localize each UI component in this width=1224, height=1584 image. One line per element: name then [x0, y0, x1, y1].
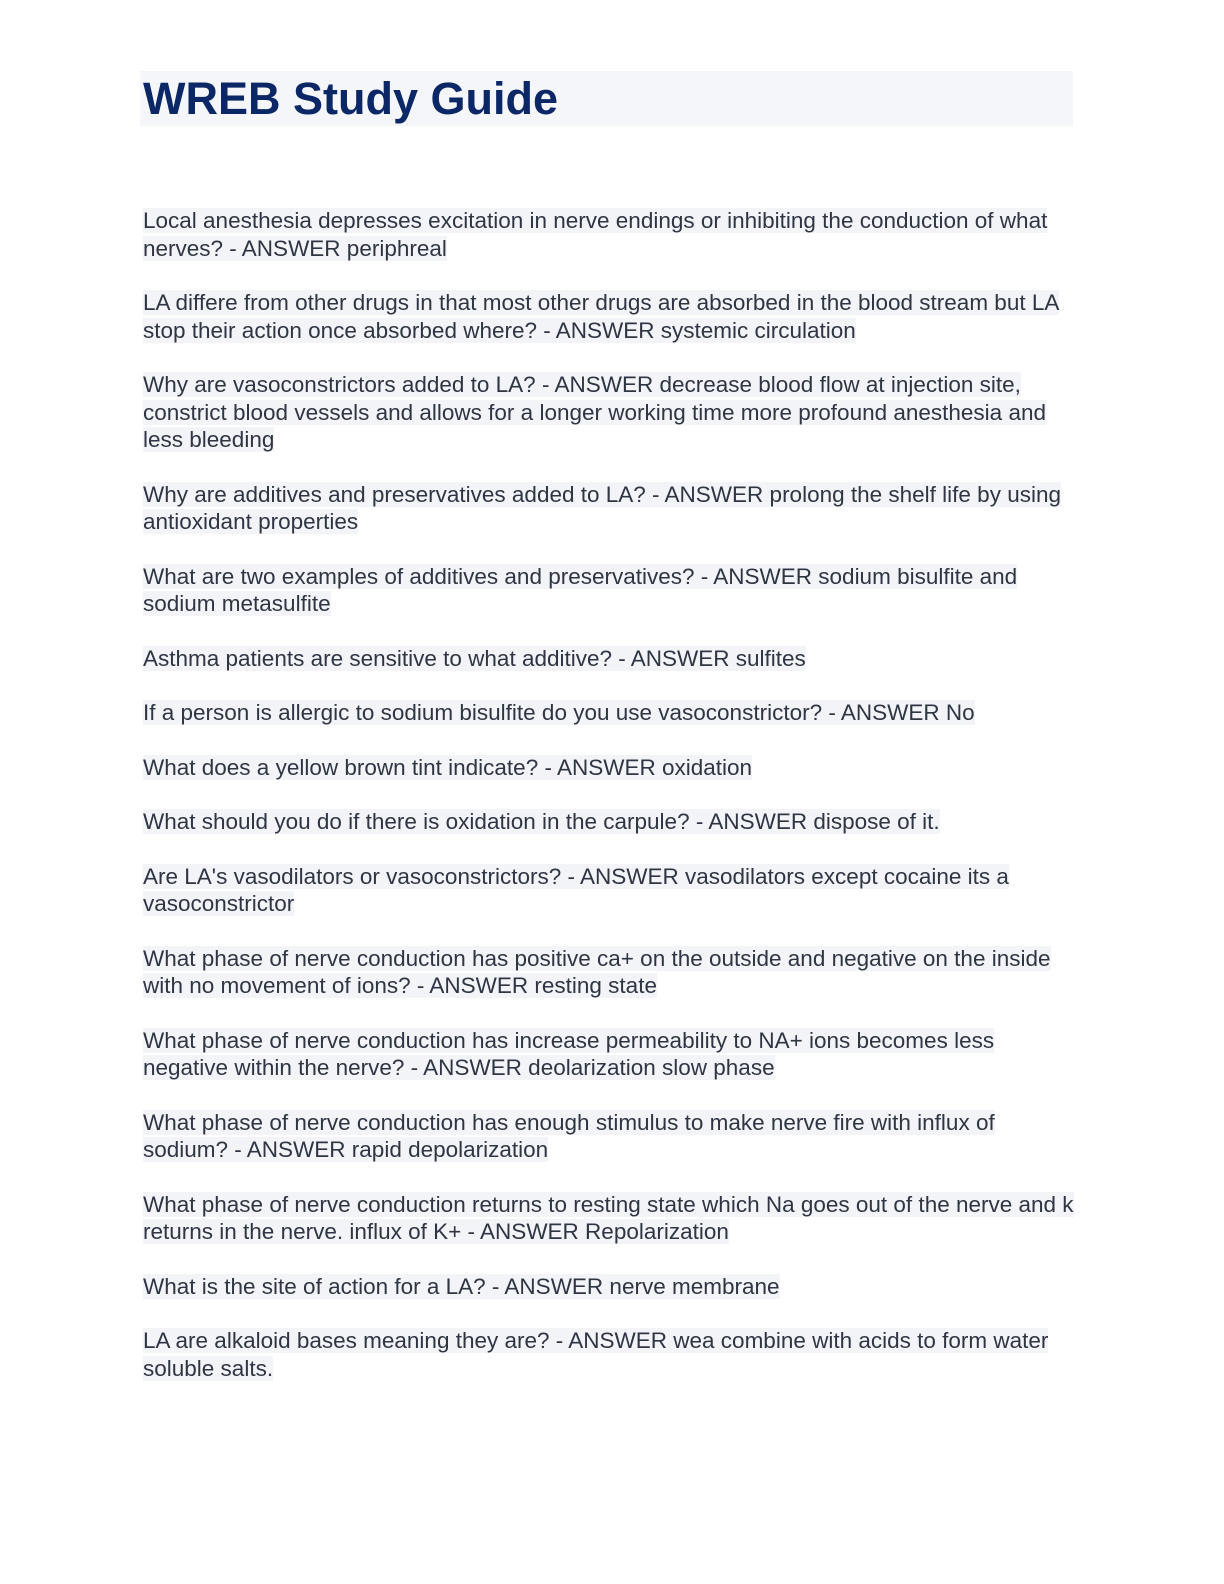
- qa-text: What phase of nerve conduction returns to resting state which Na goes out of the nerve and k returns in the nerve. influx of K+ - ANSWER Repolarization: [143, 1191, 1074, 1244]
- qa-item: [143, 207, 1083, 262]
- qa-item: [143, 371, 1083, 454]
- qa-text: What phase of nerve conduction has increase permeability to NA+ ions becomes less negative within the nerve? - ANSWER deolarization slow phase: [143, 1027, 995, 1080]
- qa-item: [143, 754, 1083, 782]
- qa-text: What phase of nerve conduction has enough stimulus to make nerve fire with influx of sodium? - ANSWER rapid depolarization: [143, 1109, 995, 1162]
- qa-text: LA differe from other drugs in that most other drugs are absorbed in the blood stream but LA stop their action once absorbed where? - ANSWER systemic circulation: [143, 290, 1060, 343]
- qa-text: What phase of nerve conduction has positive ca+ on the outside and negative on the inside with no movement of ions? - ANSWER resting state: [143, 945, 1051, 998]
- qa-text: Asthma patients are sensitive to what additive? - ANSWER sulfites: [143, 645, 806, 671]
- qa-item: [143, 945, 1083, 1000]
- qa-item: [143, 563, 1083, 618]
- qa-list: [143, 207, 1083, 1409]
- qa-item: [143, 645, 1083, 673]
- qa-text: Why are additives and preservatives added to LA? - ANSWER prolong the shelf life by using antioxidant properties: [143, 481, 1061, 534]
- qa-item: [143, 1027, 1083, 1082]
- qa-text: Are LA's vasodilators or vasoconstrictors? - ANSWER vasodilators except cocaine its a vasoconstrictor: [143, 863, 1009, 916]
- qa-item: [143, 1273, 1083, 1301]
- qa-item: [143, 1327, 1083, 1382]
- qa-item: [143, 289, 1083, 344]
- qa-text: What is the site of action for a LA? - ANSWER nerve membrane: [143, 1273, 780, 1299]
- qa-text: What should you do if there is oxidation in the carpule? - ANSWER dispose of it.: [143, 809, 940, 834]
- qa-item: [143, 481, 1083, 536]
- page-title: WREB Study Guide: [143, 73, 558, 124]
- qa-item: [143, 808, 1083, 836]
- qa-text: LA are alkaloid bases meaning they are? - ANSWER wea combine with acids to form water soluble salts.: [143, 1328, 1049, 1381]
- qa-item: [143, 1109, 1083, 1164]
- qa-text: If a person is allergic to sodium bisulfite do you use vasoconstrictor? - ANSWER No: [143, 700, 975, 725]
- qa-item: [143, 1191, 1083, 1246]
- qa-text: What does a yellow brown tint indicate? - ANSWER oxidation: [143, 754, 753, 780]
- qa-text: Why are vasoconstrictors added to LA? - ANSWER decrease blood flow at injection site, constrict blood vessels and allows for a longer working time more profound anesthesia and less bleeding: [143, 372, 1046, 452]
- qa-item: [143, 699, 1083, 727]
- qa-text: Local anesthesia depresses excitation in nerve endings or inhibiting the conduction of what nerves? - ANSWER periphreal: [143, 208, 1048, 261]
- qa-item: [143, 863, 1083, 918]
- qa-text: What are two examples of additives and preservatives? - ANSWER sodium bisulfite and sodium metasulfite: [143, 563, 1018, 616]
